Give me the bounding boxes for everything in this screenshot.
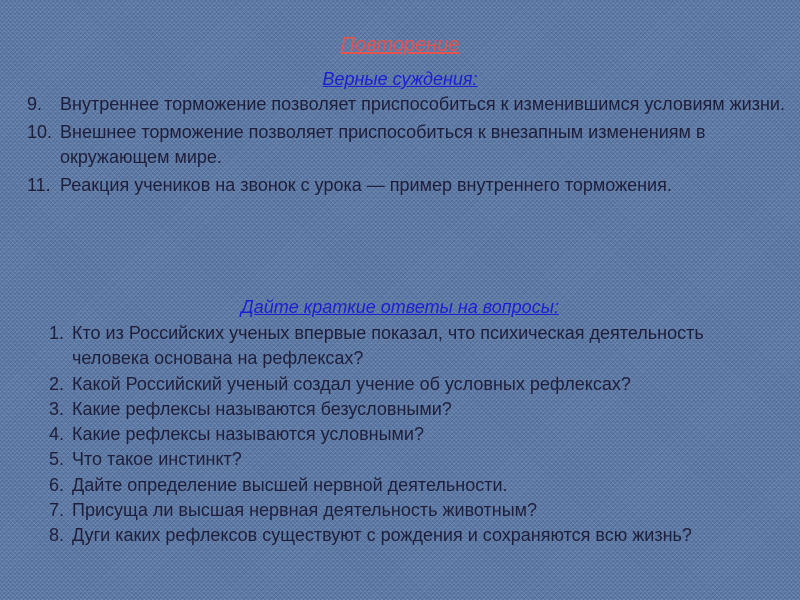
- item-number: 5.: [48, 449, 64, 470]
- list-item: [27, 92, 787, 117]
- item-number: 11.: [27, 175, 51, 195]
- item-text: Реакция учеников на звонок с урока — пример внутреннего торможения.: [60, 175, 672, 195]
- list-item: [38, 473, 778, 498]
- questions-list: [38, 321, 778, 549]
- item-text: Какие рефлексы называются безусловными?: [72, 398, 452, 419]
- list-item: [38, 321, 778, 372]
- item-number: 9.: [27, 94, 43, 114]
- item-text: Присуща ли высшая нервная деятельность животным?: [72, 500, 538, 521]
- item-text: Какой Российский ученый создал учение об условных рефлексах?: [72, 373, 631, 394]
- item-number: 1.: [48, 323, 64, 343]
- item-text: Что такое инстинкт?: [72, 449, 242, 470]
- item-text: Дуги каких рефлексов существуют с рождения и сохраняются всю жизнь?: [72, 525, 692, 546]
- list-item: [38, 523, 778, 548]
- statements-list: [27, 92, 787, 201]
- list-item: [38, 447, 778, 472]
- item-number: 6.: [48, 474, 64, 495]
- item-number: 2.: [48, 373, 64, 394]
- item-text: Внутреннее торможение позволяет приспособиться к изменившимся условиям жизни.: [60, 94, 785, 114]
- item-number: 3.: [48, 398, 64, 419]
- list-item: [27, 173, 787, 198]
- item-text: Кто из Российских ученых впервые показал, что психическая деятельность человека основана на рефлексах?: [72, 323, 704, 369]
- statements-heading: Верные суждения:: [322, 69, 478, 89]
- item-number: 10.: [27, 122, 53, 142]
- list-item: [38, 372, 778, 397]
- list-item: [38, 397, 778, 422]
- item-text: Дайте определение высшей нервной деятельности.: [72, 474, 508, 495]
- item-text: Какие рефлексы называются условными?: [72, 424, 425, 445]
- item-number: 7.: [48, 500, 64, 521]
- list-item: [38, 422, 778, 447]
- item-text: Внешнее торможение позволяет приспособиться к внезапным изменениям в окружающем мире.: [60, 122, 706, 167]
- item-number: 8.: [48, 525, 64, 546]
- slide-title: Повторение: [340, 34, 460, 56]
- list-item: [27, 120, 787, 170]
- item-number: 4.: [48, 424, 64, 445]
- questions-heading: Дайте краткие ответы на вопросы:: [241, 297, 559, 317]
- list-item: [38, 498, 778, 523]
